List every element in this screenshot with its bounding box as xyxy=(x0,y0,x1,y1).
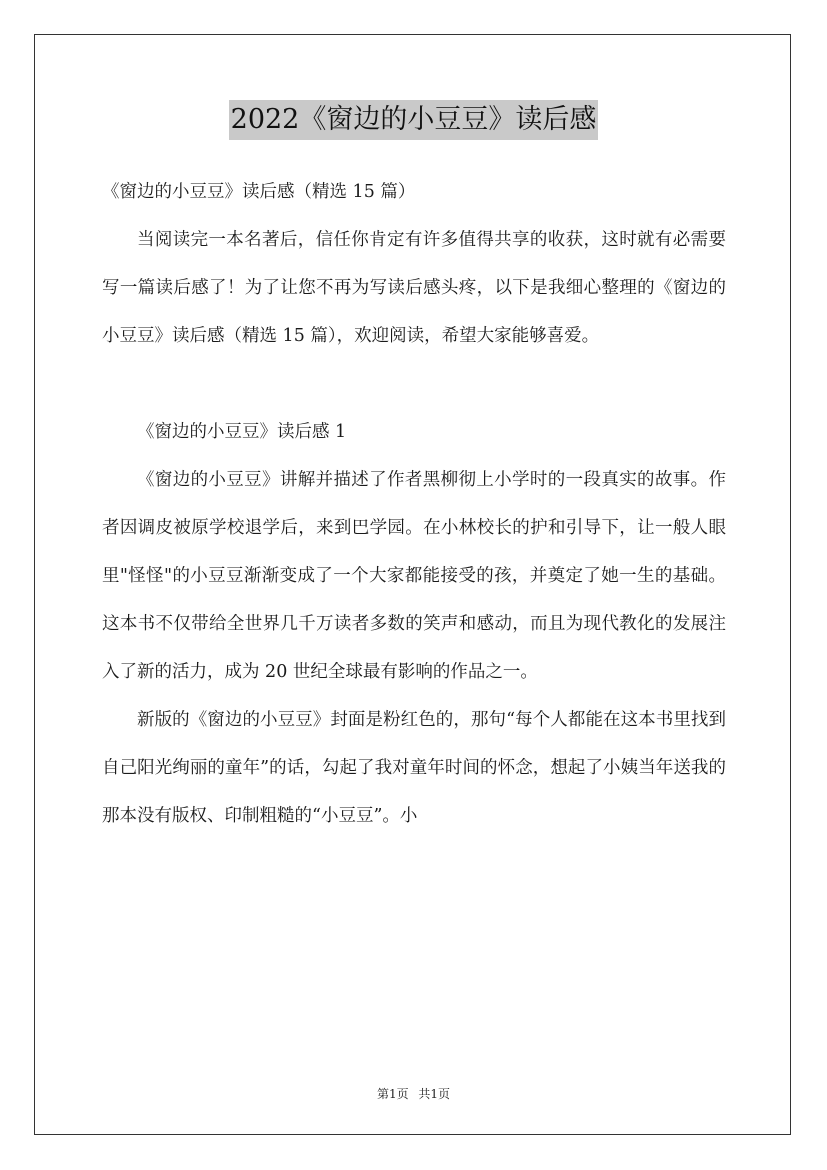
document-body xyxy=(102,168,726,840)
page-total: 共1页 xyxy=(418,1087,451,1101)
section-heading: 《窗边的小豆豆》读后感 1 xyxy=(137,422,347,442)
document-subtitle: 《窗边的小豆豆》读后感（精选 15 篇） xyxy=(102,182,416,202)
body-paragraph-1: 《窗边的小豆豆》讲解并描述了作者黑柳彻上小学时的一段真实的故事。作者因调皮被原学校退学后，来到巴学园。在小林校长的护和引导下，让一般人眼里"怪怪"的小豆豆渐渐变成了一个大家都能接受的孩，并奠定了她一生的基础。这本书不仅带给全世界几千万读者多数的笑声和感动，而且为现代教化的发展注入了新的活力，成为 20 世纪全球最有影响的作品之一。 xyxy=(102,470,726,682)
document-title: 2022《窗边的小豆豆》读后感 xyxy=(229,100,599,140)
page-footer xyxy=(0,1085,827,1102)
body-paragraph-2: 新版的《窗边的小豆豆》封面是粉红色的，那句“每个人都能在这本书里找到自己阳光绚丽的童年”的话，勾起了我对童年时间的怀念，想起了小姨当年送我的那本没有版权、印制粗糙的“小豆豆”。小 xyxy=(102,710,726,826)
intro-paragraph: 当阅读完一本名著后，信任你肯定有许多值得共享的收获，这时就有必需要写一篇读后感了！为了让您不再为写读后感头疼，以下是我细心整理的《窗边的小豆豆》读后感（精选 15 篇），欢迎阅读，希望大家能够喜爱。 xyxy=(102,230,726,346)
blank-line xyxy=(102,360,726,408)
title-container xyxy=(0,100,827,140)
page-number: 第1页 xyxy=(376,1087,409,1101)
